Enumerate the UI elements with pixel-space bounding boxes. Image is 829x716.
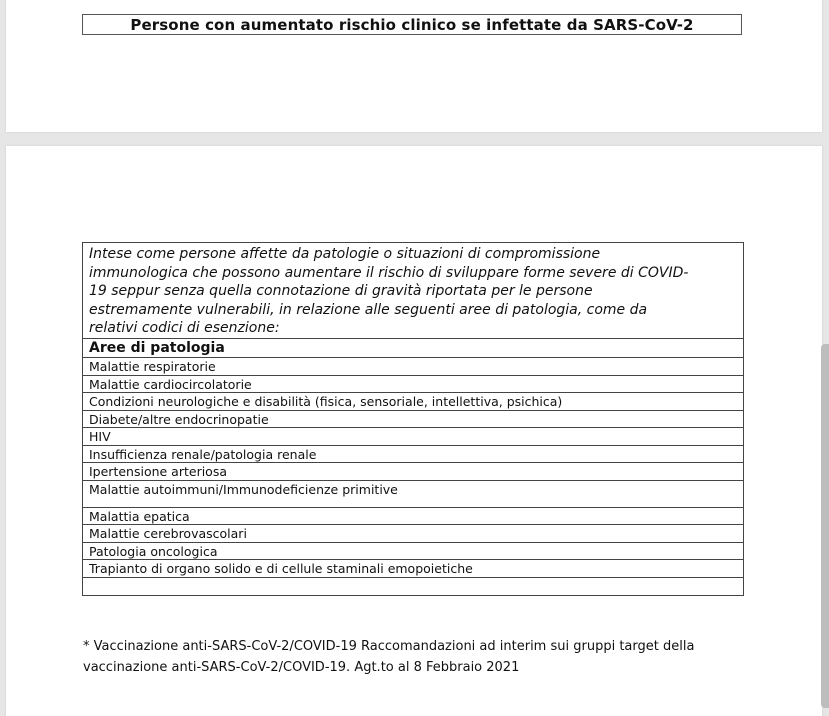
table-row: HIV <box>83 428 743 446</box>
table-row: Trapianto di organo solido e di cellule staminali emopoietiche <box>83 560 743 578</box>
table-row: Condizioni neurologiche e disabilità (fisica, sensoriale, intellettiva, psichica) <box>83 393 743 411</box>
table-row: Diabete/altre endocrinopatie <box>83 411 743 429</box>
footnote-line: * Vaccinazione anti-SARS-CoV-2/COVID-19 Raccomandazioni ad interim sui gruppi target della <box>83 639 695 654</box>
table-row: Ipertensione arteriosa <box>83 463 743 481</box>
table-row: Malattie respiratorie <box>83 358 743 376</box>
intro-line: Intese come persone affette da patologie o situazioni di compromissione <box>89 246 601 262</box>
table-row-empty <box>83 578 743 595</box>
table-row: Patologia oncologica <box>83 543 743 561</box>
document-page-main <box>6 146 822 716</box>
footnote <box>83 636 763 678</box>
table-row: Insufficienza renale/patologia renale <box>83 446 743 464</box>
table-row: Malattia epatica <box>83 508 743 526</box>
document-title: Persone con aumentato rischio clinico se infettate da SARS-CoV-2 <box>82 14 742 35</box>
intro-line: immunologica che possono aumentare il rischio di sviluppare forme severe di COVID- <box>89 264 689 281</box>
pathology-table <box>82 242 744 596</box>
vertical-scrollbar[interactable] <box>821 344 829 708</box>
intro-line: estremamente vulnerabili, in relazione alle seguenti aree di patologia, come da <box>89 301 648 318</box>
intro-line: 19 seppur senza quella connotazione di gravità riportata per le persone <box>89 283 593 300</box>
table-intro <box>83 243 743 339</box>
document-page-top <box>6 0 822 132</box>
table-row: Malattie autoimmuni/Immunodeficienze primitive <box>83 481 743 508</box>
table-row: Malattie cardiocircolatorie <box>83 376 743 394</box>
table-header: Aree di patologia <box>83 339 743 358</box>
intro-line: relativi codici di esenzione: <box>89 320 280 337</box>
footnote-line: vaccinazione anti-SARS-CoV-2/COVID-19. Agt.to al 8 Febbraio 2021 <box>83 660 520 675</box>
table-row: Malattie cerebrovascolari <box>83 525 743 543</box>
